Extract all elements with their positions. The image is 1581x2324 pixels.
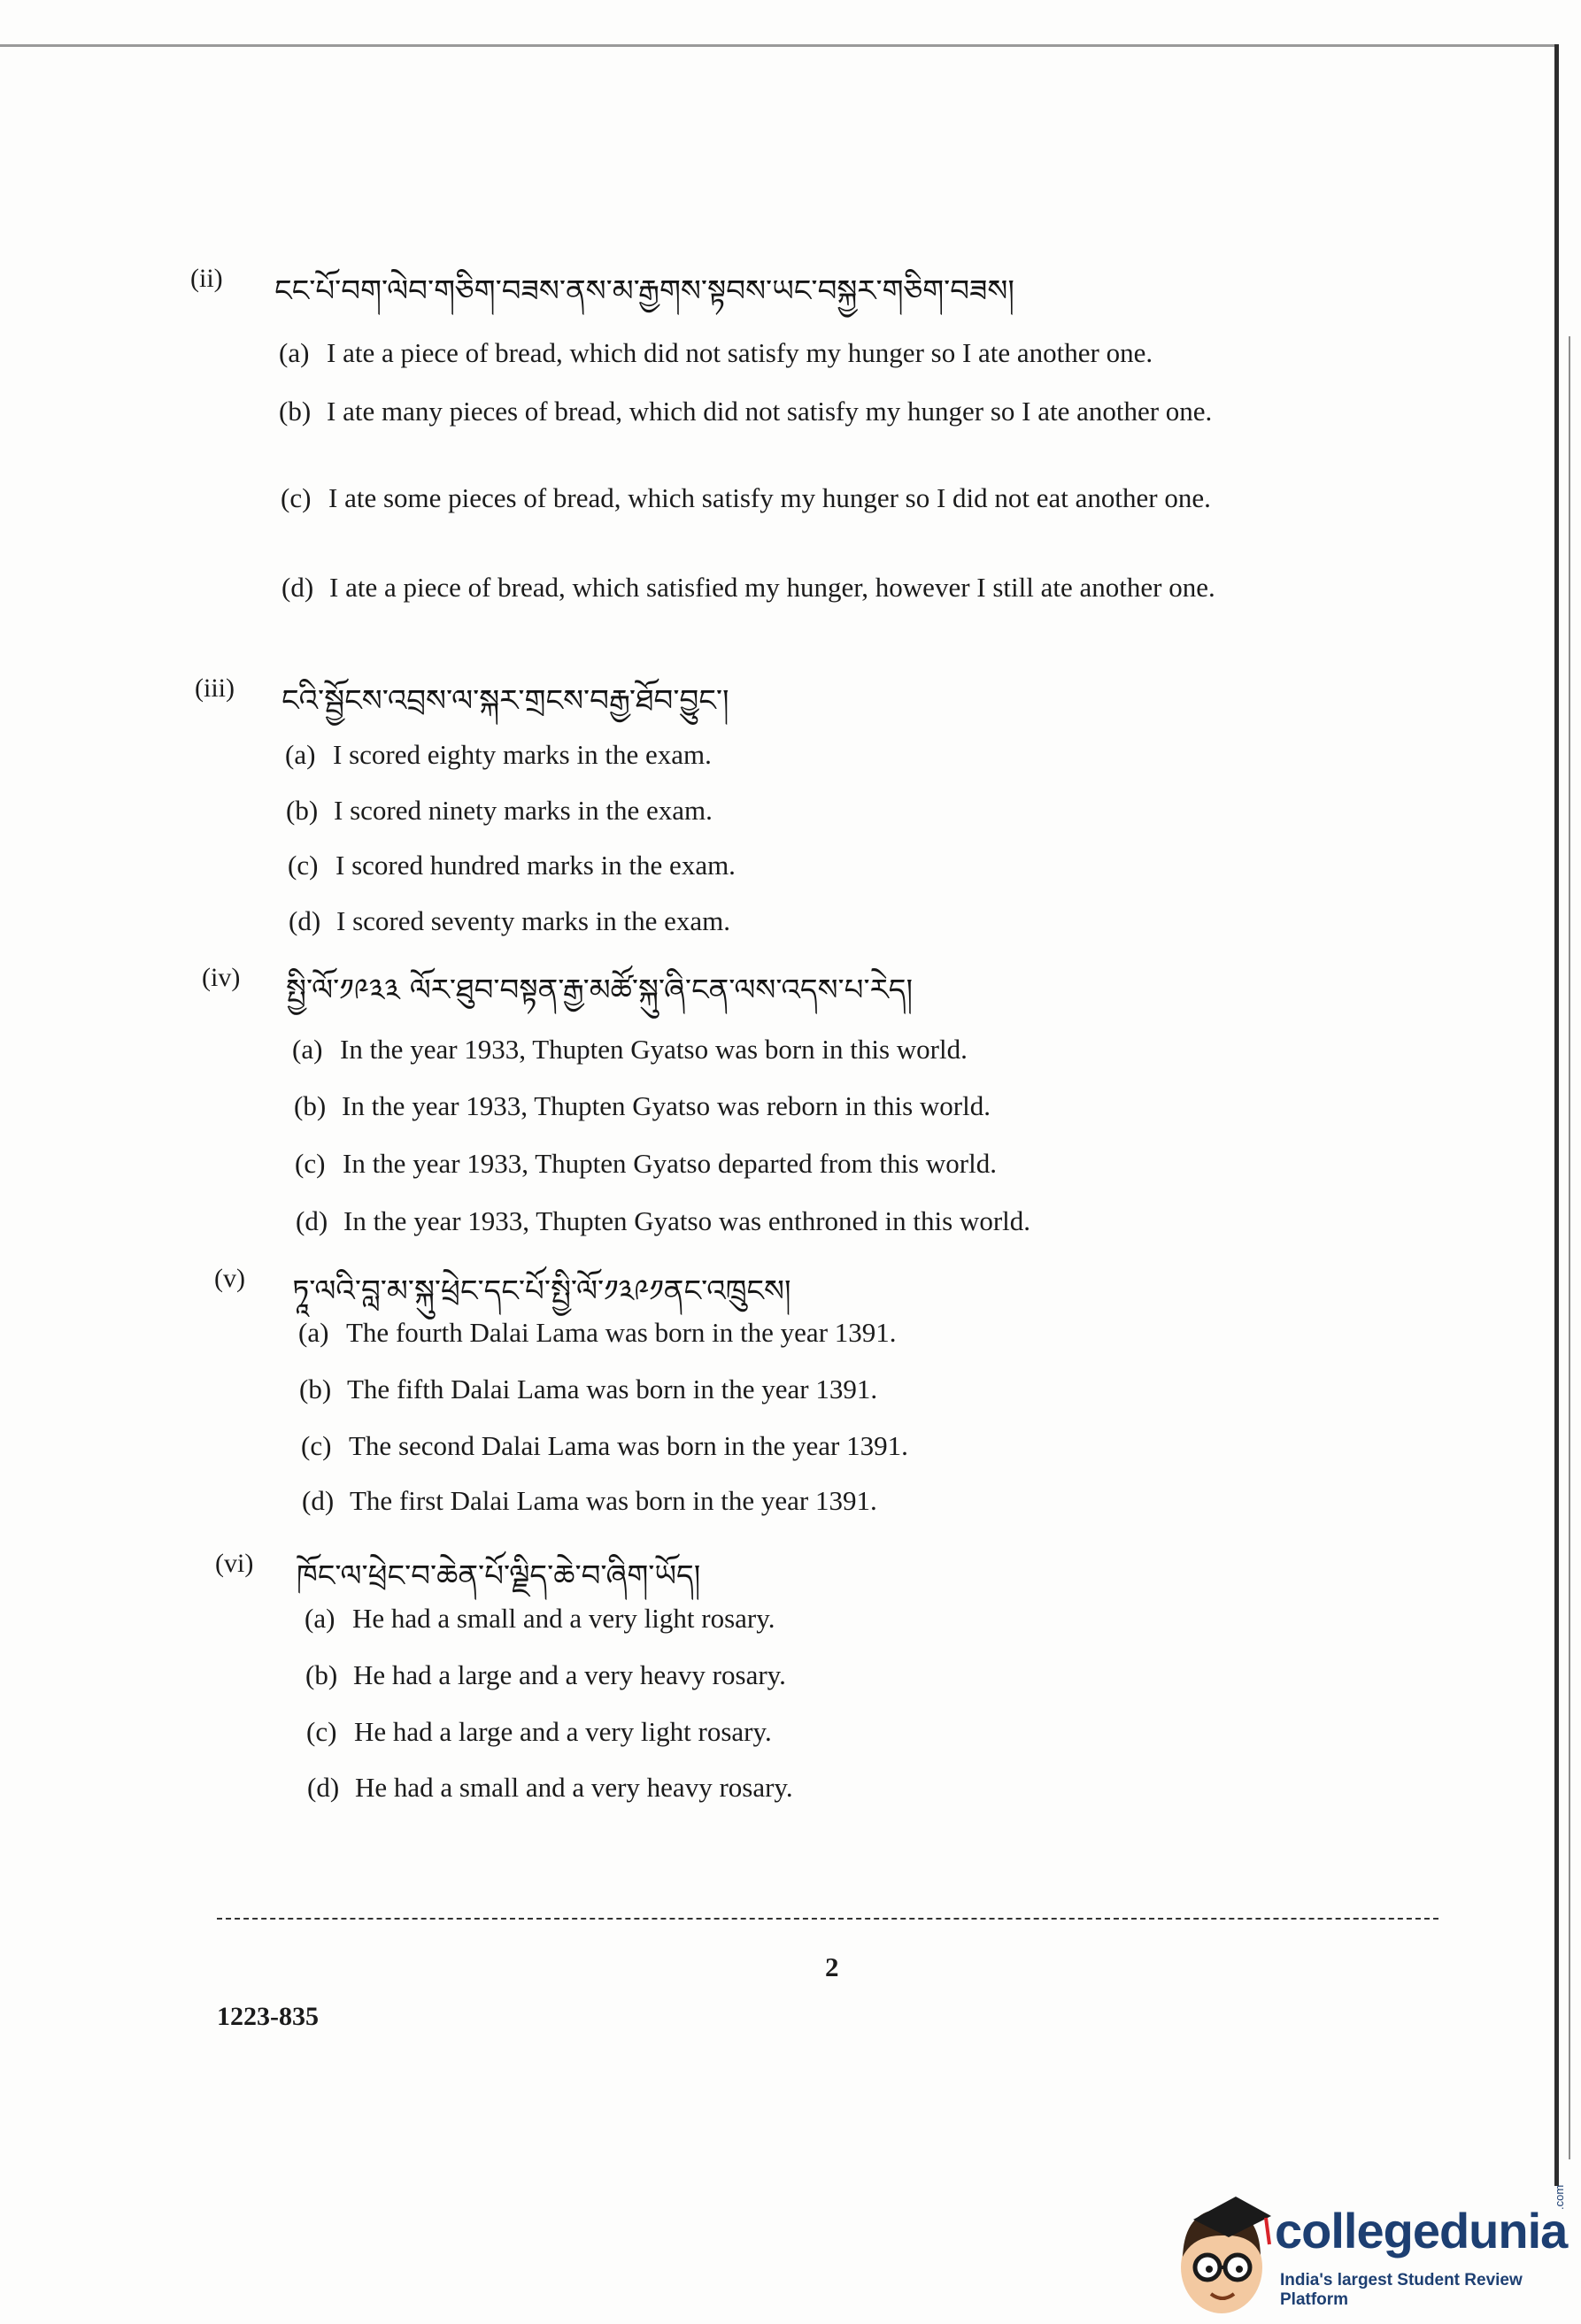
option-ii-c	[281, 478, 1329, 519]
option-iv-c	[295, 1143, 997, 1184]
option-text: In the year 1933, Thupten Gyatso was born in this world.	[340, 1034, 968, 1065]
question-tibetan: ངའི་སྦྱོངས་འབྲས་ལ་སྐར་གྲངས་བརྒྱ་ཐོབ་བྱུང་།	[281, 683, 729, 719]
option-label: (c)	[288, 850, 319, 881]
option-text: The first Dalai Lama was born in the year 1391.	[350, 1485, 877, 1516]
option-iii-a	[285, 735, 712, 775]
page-number: 2	[825, 1951, 839, 1982]
brand-tld: .com	[1553, 2184, 1566, 2210]
option-label: (c)	[281, 482, 312, 513]
option-v-c	[301, 1426, 908, 1466]
option-text: I ate a piece of bread, which did not satisfy my hunger so I ate another one.	[327, 337, 1153, 368]
option-label: (a)	[285, 739, 316, 770]
option-iv-a	[292, 1029, 968, 1070]
question-number: (v)	[214, 1264, 245, 1293]
option-label: (d)	[307, 1772, 340, 1803]
option-label: (c)	[301, 1430, 332, 1461]
scan-right-edge	[1554, 44, 1559, 2186]
option-label: (b)	[299, 1374, 332, 1404]
option-vi-a	[305, 1598, 775, 1639]
option-text: He had a small and a very heavy rosary.	[355, 1772, 793, 1803]
footer-divider	[217, 1918, 1438, 1920]
option-iii-c	[288, 845, 736, 886]
question-tibetan: ཏཱ་ལའི་བླ་མ་སྐུ་ཕྲེང་དང་པོ་སྤྱི་ལོ་༡༣༩༡ནང་འཁྲུངས།	[292, 1274, 791, 1309]
option-ii-b	[279, 391, 1327, 432]
option-text: I scored eighty marks in the exam.	[333, 739, 712, 770]
option-text: The fourth Dalai Lama was born in the year 1391.	[346, 1317, 897, 1348]
option-iv-d	[296, 1201, 1030, 1242]
option-label: (a)	[305, 1603, 335, 1634]
option-v-b	[299, 1369, 877, 1410]
option-label: (a)	[298, 1317, 329, 1348]
option-label: (b)	[286, 795, 319, 826]
option-vi-b	[305, 1655, 786, 1696]
option-label: (c)	[295, 1148, 326, 1179]
option-vi-d	[307, 1767, 793, 1808]
option-iii-b	[286, 790, 713, 831]
option-label: (c)	[306, 1716, 337, 1747]
option-text: He had a large and a very light rosary.	[354, 1716, 772, 1747]
question-tibetan: ཁོང་ལ་ཕྲེང་བ་ཆེན་པོ་ལྗིད་ཆེ་བ་ཞིག་ཡོད།	[297, 1558, 701, 1594]
option-label: (a)	[279, 337, 310, 368]
option-iv-b	[294, 1086, 991, 1127]
option-text: I scored seventy marks in the exam.	[336, 905, 731, 936]
option-label: (d)	[302, 1485, 335, 1516]
option-v-d	[302, 1481, 877, 1521]
option-label: (b)	[305, 1659, 338, 1690]
option-text: I scored ninety marks in the exam.	[334, 795, 713, 826]
scan-right-shadow	[1569, 336, 1570, 2159]
option-text: The fifth Dalai Lama was born in the year 1391.	[347, 1374, 878, 1404]
paper-code: 1223-835	[217, 2002, 319, 2031]
option-ii-a	[279, 333, 1153, 373]
question-tibetan: ངང་པོ་བག་ལེབ་གཅིག་བཟས་ནས་མ་རྒྱགས་སྟབས་ཡང་བསྐྱར་གཅིག་བཟས།	[274, 273, 1014, 309]
question-tibetan: སྤྱི་ལོ་༡༩༣༣ ལོར་ཐུབ་བསྟན་རྒྱ་མཚོ་སྐུ་ཞི་ངན་ལས་འདས་པ་རེད།	[286, 973, 914, 1008]
brand-name: collegedunia	[1275, 2203, 1568, 2259]
option-text: I scored hundred marks in the exam.	[335, 850, 736, 881]
option-text: I ate many pieces of bread, which did not satisfy my hunger so I ate another one.	[327, 396, 1213, 427]
question-number: (iii)	[195, 673, 235, 703]
option-text: In the year 1933, Thupten Gyatso was reborn in this world.	[342, 1090, 991, 1121]
option-label: (a)	[292, 1034, 323, 1065]
option-text: He had a large and a very heavy rosary.	[353, 1659, 786, 1690]
option-text: He had a small and a very light rosary.	[352, 1603, 775, 1634]
option-ii-d	[281, 567, 1330, 608]
question-number: (ii)	[190, 264, 223, 293]
option-label: (b)	[294, 1090, 327, 1121]
option-v-a	[298, 1312, 897, 1353]
option-label: (d)	[281, 572, 314, 603]
scan-top-edge	[0, 44, 1558, 47]
option-label: (d)	[296, 1205, 328, 1236]
question-number: (iv)	[202, 963, 241, 992]
option-text: I ate some pieces of bread, which satisfy my hunger so I did not eat another one.	[328, 482, 1211, 513]
option-vi-c	[306, 1712, 772, 1752]
option-text: I ate a piece of bread, which satisfied my hunger, however I still ate another one.	[329, 572, 1215, 603]
brand-tagline: India's largest Student Review Platform	[1280, 2271, 1523, 2309]
option-text: The second Dalai Lama was born in the year 1391.	[349, 1430, 908, 1461]
question-number: (vi)	[215, 1549, 254, 1578]
option-label: (b)	[279, 396, 312, 427]
option-text: In the year 1933, Thupten Gyatso departed from this world.	[343, 1148, 997, 1179]
option-text: In the year 1933, Thupten Gyatso was enthroned in this world.	[343, 1205, 1030, 1236]
option-label: (d)	[289, 905, 321, 936]
option-iii-d	[289, 901, 730, 942]
